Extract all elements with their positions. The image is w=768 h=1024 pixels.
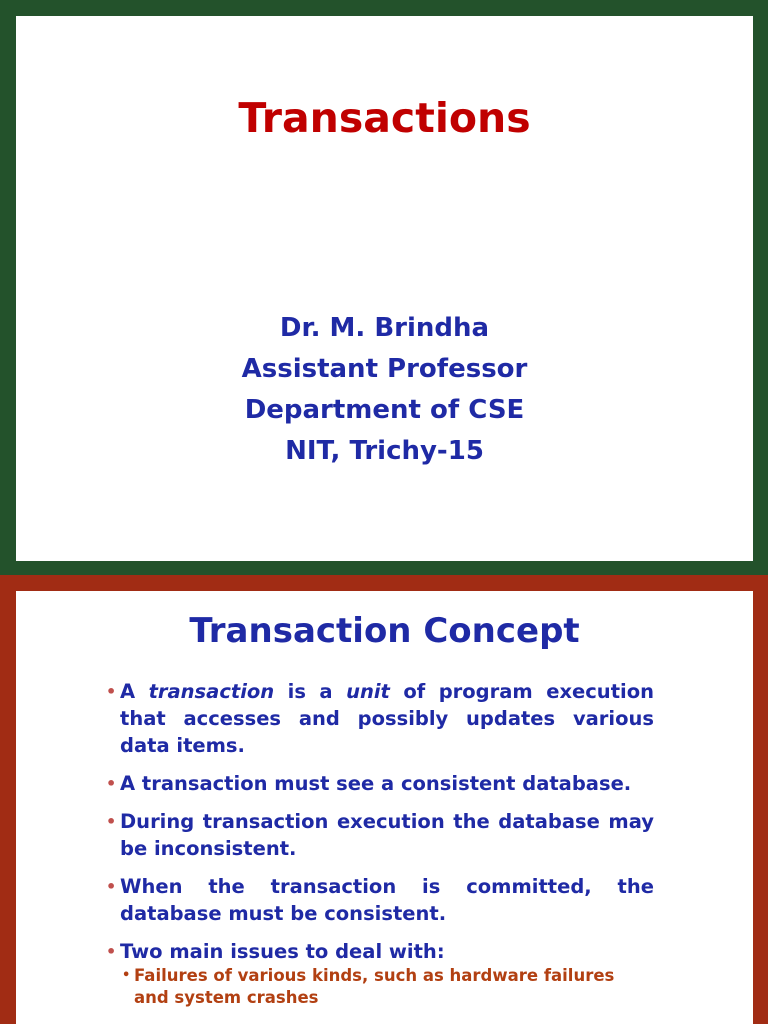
- bullet-text: Two main issues to deal with:: [120, 940, 445, 963]
- sub-bullet-icon: •: [122, 968, 131, 983]
- concept-slide-content: [16, 591, 753, 1024]
- bullet-item-during: [106, 808, 654, 862]
- bullet-emphasis: transaction: [148, 680, 275, 703]
- bullet-item-definition: [106, 678, 654, 759]
- bullet-icon: •: [106, 812, 117, 831]
- bullet-text: of program execution that accesses and possibly updates various data items.: [120, 680, 654, 757]
- bullet-emphasis: unit: [346, 680, 390, 703]
- bullet-icon: •: [106, 682, 117, 701]
- bullet-text: A transaction must see a consistent database.: [120, 772, 632, 795]
- bullet-text: is a: [274, 680, 347, 703]
- bullet-text: During transaction execution the database may be inconsistent.: [120, 810, 654, 860]
- author-institute: NIT, Trichy-15: [285, 436, 484, 466]
- author-department: Department of CSE: [244, 395, 525, 425]
- bullet-item-consistent: [106, 770, 654, 797]
- author-designation: Assistant Professor: [241, 354, 528, 384]
- title-slide-content: [16, 16, 753, 561]
- concept-slide: [0, 575, 768, 1024]
- bullet-item-issues: [106, 938, 654, 1009]
- bullet-item-committed: [106, 873, 654, 927]
- bullet-icon: •: [106, 942, 117, 961]
- author-name: Dr. M. Brindha: [279, 313, 490, 343]
- sub-bullet-list: [120, 965, 654, 1009]
- author-info: [16, 308, 753, 472]
- bullet-text: A: [120, 680, 149, 703]
- concept-title: Transaction Concept: [189, 611, 580, 651]
- slide-title: Transactions: [238, 94, 531, 142]
- bullet-icon: •: [106, 877, 117, 896]
- sub-bullet-item: [120, 965, 654, 1009]
- sub-bullet-text: Failures of various kinds, such as hardware failures and system crashes: [134, 966, 615, 1007]
- bullet-list: [106, 678, 654, 1020]
- bullet-text: When the transaction is committed, the database must be consistent.: [120, 875, 654, 925]
- bullet-icon: •: [106, 774, 117, 793]
